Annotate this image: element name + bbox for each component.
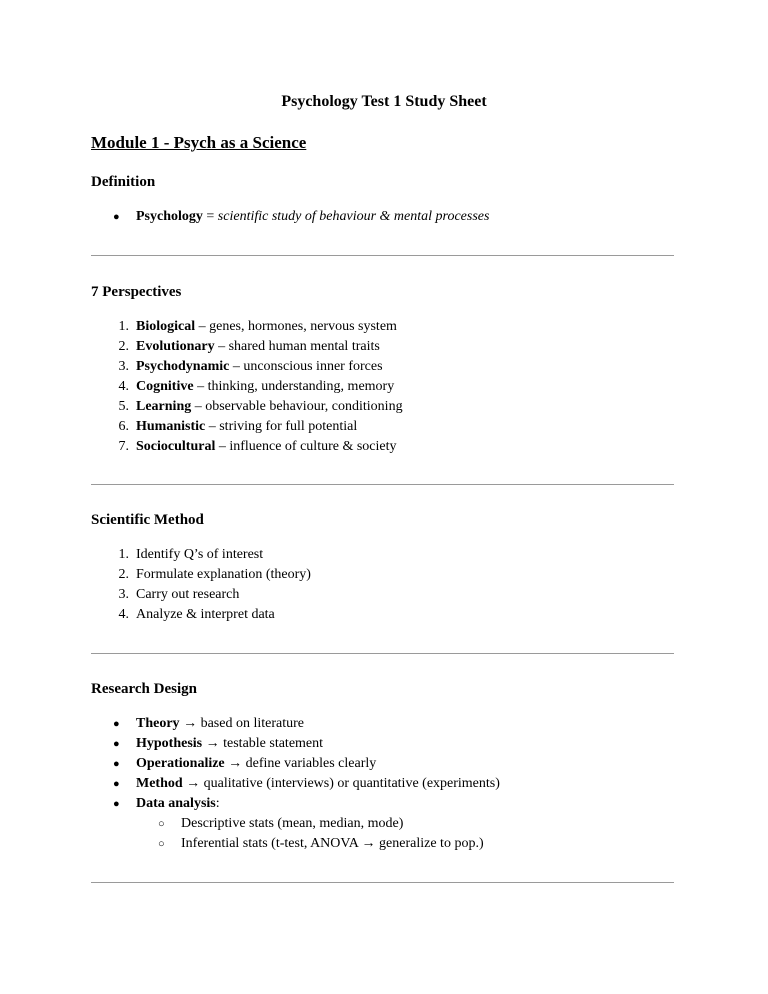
design-term: Method: [136, 776, 183, 791]
perspectives-heading: 7 Perspectives: [91, 284, 182, 300]
definition-heading: Definition: [91, 174, 156, 190]
list-number: 3.: [118, 587, 129, 602]
perspective-term: Evolutionary: [136, 339, 215, 354]
perspective-desc: – shared human mental traits: [214, 339, 380, 354]
list-number: 2.: [118, 339, 129, 354]
sub-bullet-marker: ○: [158, 818, 165, 830]
list-number: 1.: [118, 547, 129, 562]
step-text: Formulate explanation (theory): [136, 567, 311, 582]
perspective-term: Cognitive: [136, 379, 194, 394]
data-analysis-sublist: [136, 814, 500, 854]
divider: [91, 484, 674, 485]
sub-item-text: Descriptive stats (mean, median, mode): [181, 816, 404, 831]
bullet-marker: ●: [113, 758, 120, 770]
list-item: [91, 417, 403, 437]
list-number: 2.: [118, 567, 129, 582]
perspective-desc: – influence of culture & society: [215, 439, 397, 454]
design-desc: → based on literature: [179, 716, 304, 731]
perspective-desc: – thinking, understanding, memory: [193, 379, 395, 394]
list-item: [91, 734, 500, 754]
definition-list: [91, 207, 489, 227]
bullet-marker: ●: [113, 718, 120, 730]
perspective-term: Biological: [136, 319, 196, 334]
design-term: Operationalize: [136, 756, 225, 771]
perspective-desc: – striving for full potential: [205, 419, 358, 434]
bullet-marker: ●: [113, 798, 120, 810]
list-item: [91, 565, 311, 585]
sub-bullet-marker: ○: [158, 838, 165, 850]
definition-desc: scientific study of behaviour & mental processes: [217, 209, 490, 224]
sub-list-item: [136, 834, 500, 854]
list-item: [91, 437, 403, 457]
perspective-desc: – genes, hormones, nervous system: [195, 319, 397, 334]
list-number: 7.: [118, 439, 129, 454]
module-heading: Module 1 - Psych as a Science: [91, 133, 307, 152]
list-number: 1.: [118, 319, 129, 334]
list-item: [91, 754, 500, 774]
design-term: Hypothesis: [136, 736, 203, 751]
list-item: [91, 317, 403, 337]
list-item: [91, 585, 311, 605]
step-text: Carry out research: [136, 587, 240, 602]
perspective-term: Learning: [136, 399, 192, 414]
list-item: [91, 377, 403, 397]
design-term: Theory: [136, 716, 180, 731]
perspective-term: Psychodynamic: [136, 359, 230, 374]
bullet-marker: ●: [113, 211, 120, 223]
list-number: 3.: [118, 359, 129, 374]
perspective-term: Sociocultural: [136, 439, 216, 454]
bullet-marker: ●: [113, 778, 120, 790]
sub-list-item: [136, 814, 500, 834]
divider: [91, 653, 674, 654]
list-item: [91, 337, 403, 357]
design-desc: → testable statement: [202, 736, 324, 751]
definition-sep: =: [202, 209, 218, 224]
research-design-heading: Research Design: [91, 681, 197, 697]
step-text: Identify Q’s of interest: [136, 547, 264, 562]
scientific-method-heading: Scientific Method: [91, 512, 204, 528]
page-title: Psychology Test 1 Study Sheet: [281, 93, 487, 110]
list-item: [91, 605, 311, 625]
list-item: [91, 714, 500, 734]
perspective-desc: – unconscious inner forces: [229, 359, 383, 374]
perspective-desc: – observable behaviour, conditioning: [191, 399, 403, 414]
list-number: 5.: [118, 399, 129, 414]
list-item: [91, 794, 500, 854]
list-item: [91, 545, 311, 565]
list-item: [91, 357, 403, 377]
perspectives-list: [91, 317, 403, 457]
research-design-list: [91, 714, 500, 854]
list-number: 6.: [118, 419, 129, 434]
list-item: [91, 207, 489, 227]
scientific-method-list: [91, 545, 311, 625]
divider: [91, 882, 674, 883]
design-desc: → qualitative (interviews) or quantitative (experiments): [182, 776, 500, 791]
step-text: Analyze & interpret data: [136, 607, 275, 622]
design-term: Data analysis: [136, 796, 216, 811]
bullet-marker: ●: [113, 738, 120, 750]
design-desc: → define variables clearly: [224, 756, 377, 771]
list-item: [91, 774, 500, 794]
sub-item-text: Inferential stats (t-test, ANOVA → generalize to pop.): [181, 836, 484, 851]
design-desc: :: [215, 796, 220, 811]
divider: [91, 255, 674, 256]
definition-term: Psychology: [136, 209, 203, 224]
list-item: [91, 397, 403, 417]
list-number: 4.: [118, 607, 129, 622]
perspective-term: Humanistic: [136, 419, 206, 434]
list-number: 4.: [118, 379, 129, 394]
